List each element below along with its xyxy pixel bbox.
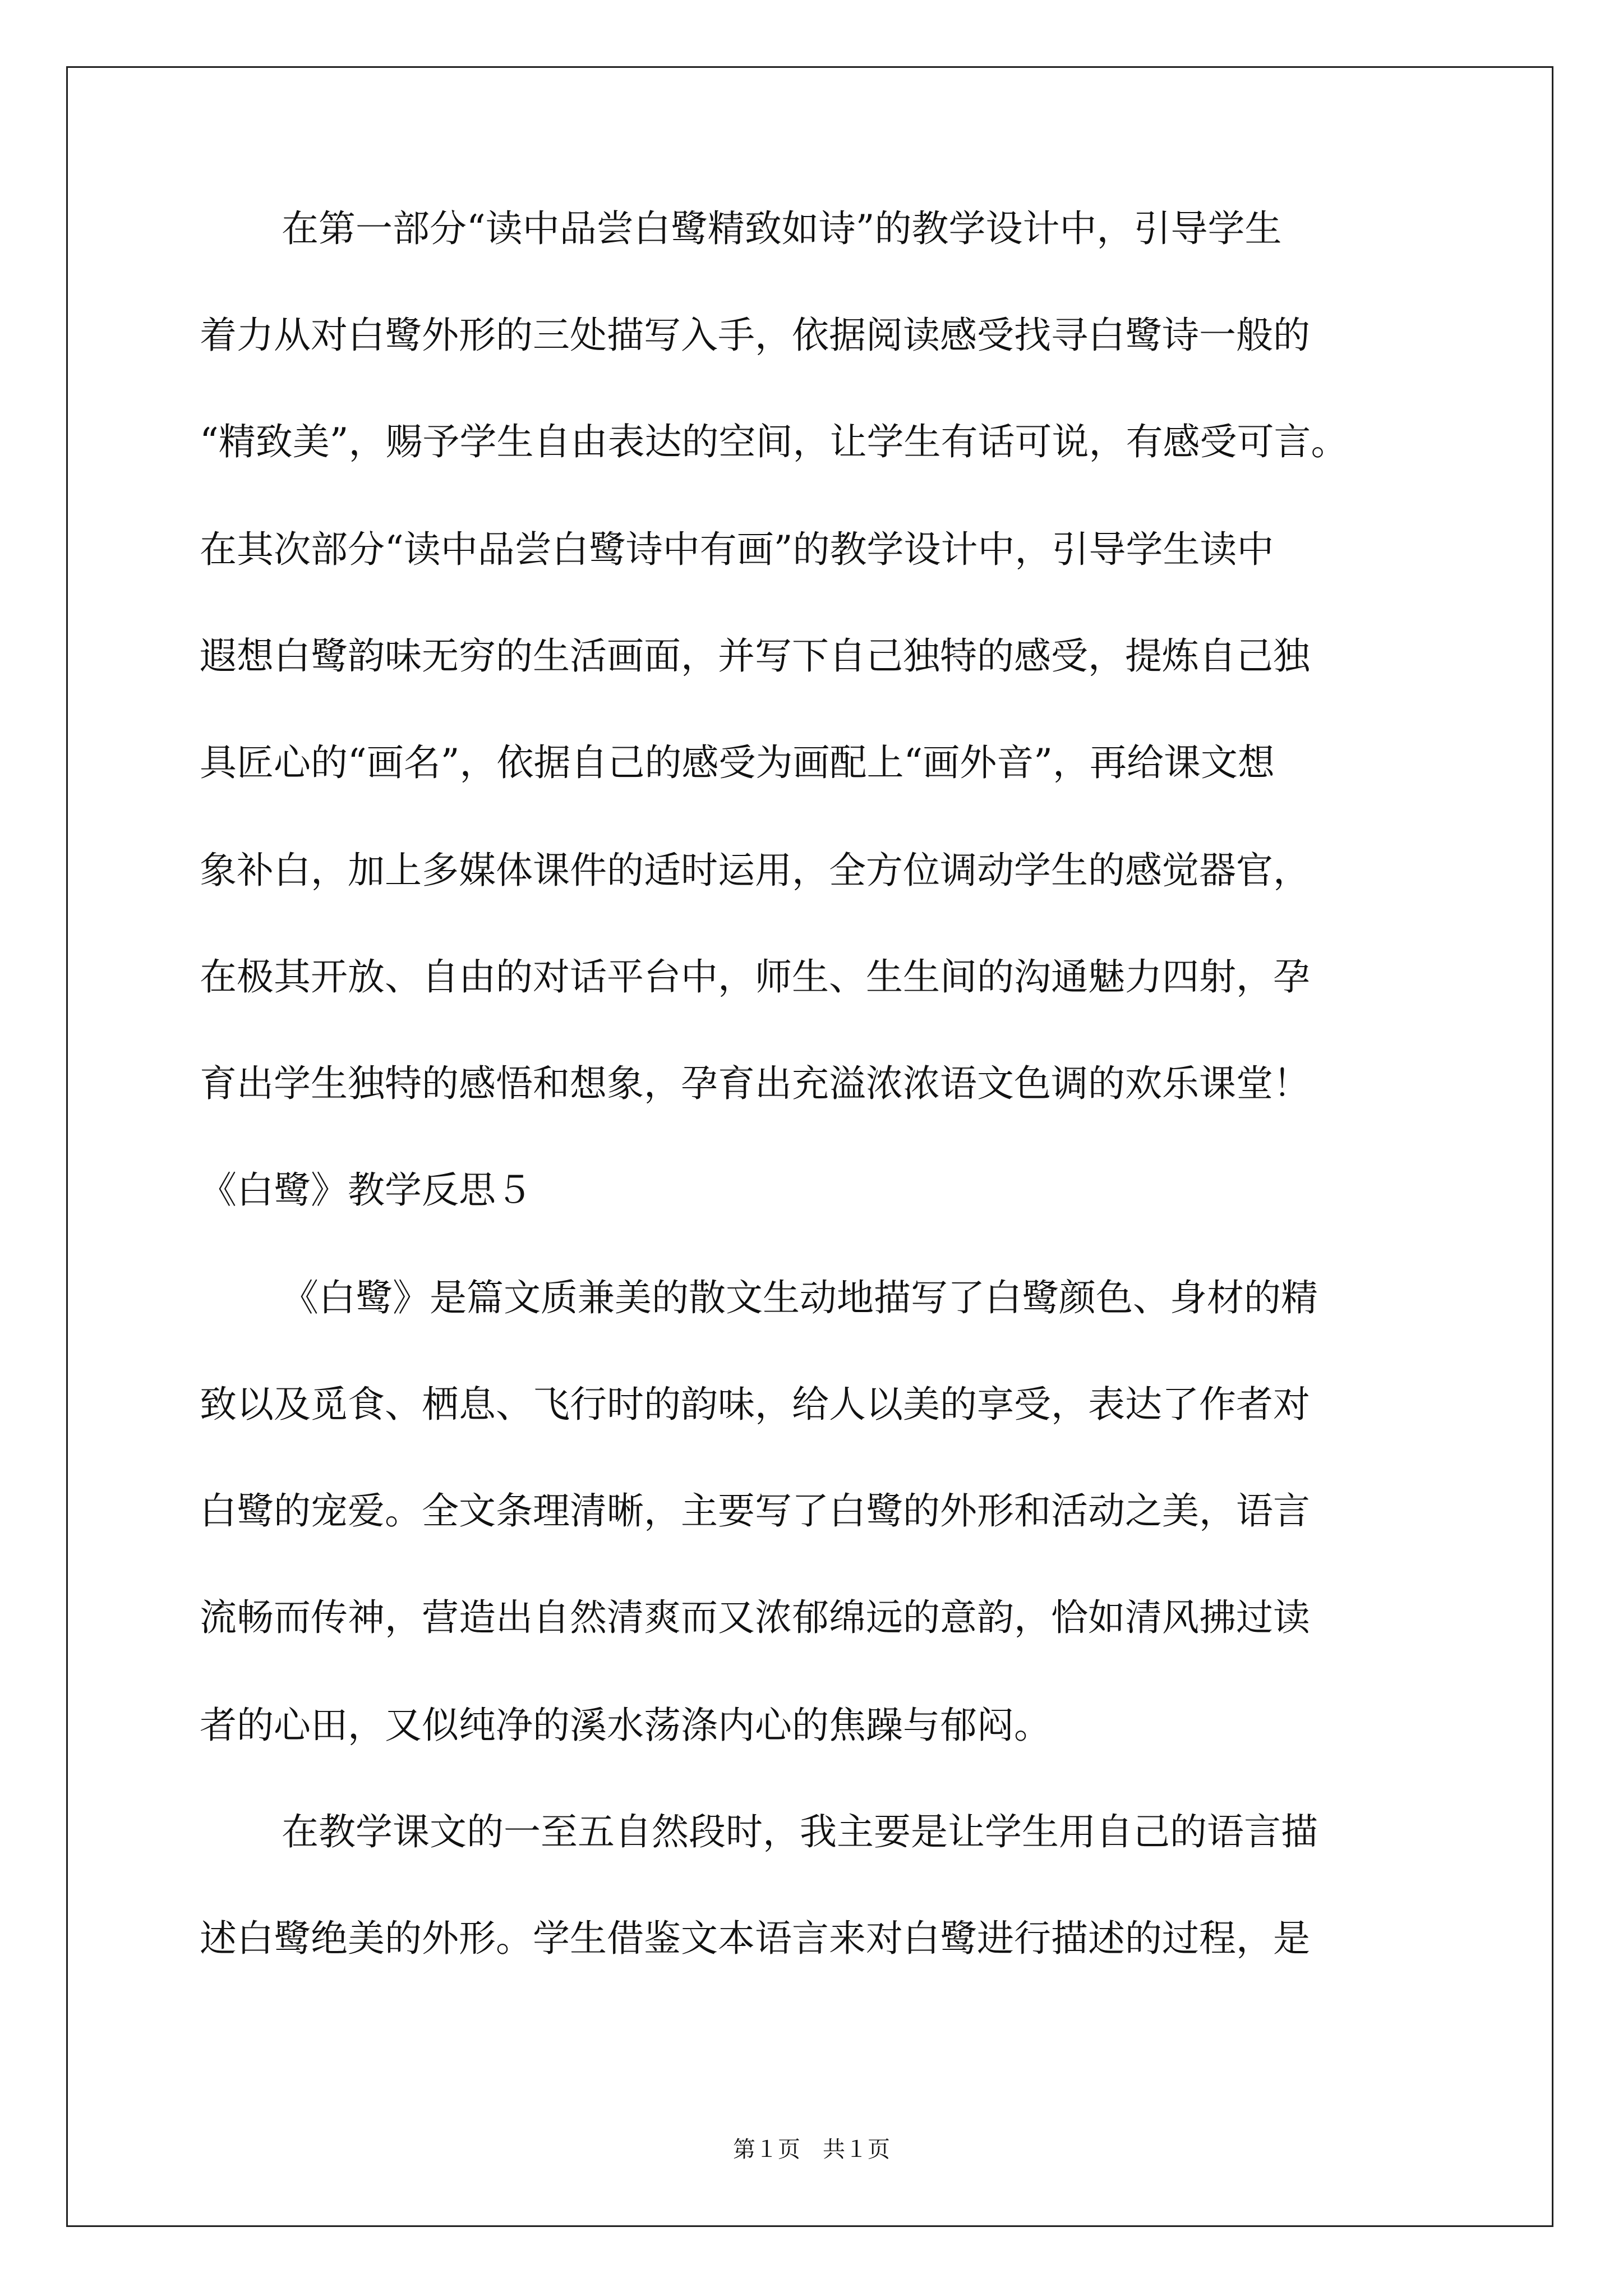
text-line: 遐想白鹭韵味无穷的生活画面，并写下自己独特的感受，提炼自己独 <box>200 634 1310 678</box>
text-line: 在教学课文的一至五自然段时，我主要是让学生用自己的语言描 <box>282 1810 1318 1853</box>
text-line: 述白鹭绝美的外形。学生借鉴文本语言来对白鹭进行描述的过程，是 <box>200 1917 1310 1960</box>
page-footer: 第１页 共１页 <box>733 2137 890 2162</box>
text-line: 《白鹭》是篇文质兼美的散文生动地描写了白鹭颜色、身材的精 <box>282 1276 1318 1319</box>
text-line: 象补白，加上多媒体课件的适时运用，全方位调动学生的感觉器官， <box>200 849 1310 892</box>
text-line: 具匠心的“画名”，依据自己的感受为画配上“画外音”，再给课文想 <box>200 741 1275 784</box>
text-line: “精致美”，赐予学生自由表达的空间，让学生有话可说，有感受可言。 <box>200 420 1348 463</box>
text-line: 流畅而传神，营造出自然清爽而又浓郁绵远的意韵，恰如清风拂过读 <box>200 1596 1310 1639</box>
text-line: 白鹭的宠爱。全文条理清晰，主要写了白鹭的外形和活动之美，语言 <box>200 1489 1310 1533</box>
text-line: 在其次部分“读中品尝白鹭诗中有画”的教学设计中，引导学生读中 <box>200 528 1274 571</box>
text-line: 在第一部分“读中品尝白鹭精致如诗”的教学设计中，引导学生 <box>282 207 1282 250</box>
text-line: 者的心田，又似纯净的溪水荡涤内心的焦躁与郁闷。 <box>200 1704 1051 1747</box>
text-line: 着力从对白鹭外形的三处描写入手，依据阅读感受找寻白鹭诗一般的 <box>200 314 1310 357</box>
text-line: 在极其开放、自由的对话平台中，师生、生生间的沟通魅力四射，孕 <box>200 955 1310 999</box>
text-line: 致以及觅食、栖息、飞行时的韵味，给人以美的享受，表达了作者对 <box>200 1383 1310 1426</box>
text-line: 育出学生独特的感悟和想象，孕育出充溢浓浓语文色调的欢乐课堂！ <box>200 1062 1310 1105</box>
page-border <box>66 66 1553 2227</box>
section-heading: 《白鹭》教学反思５ <box>200 1168 533 1212</box>
